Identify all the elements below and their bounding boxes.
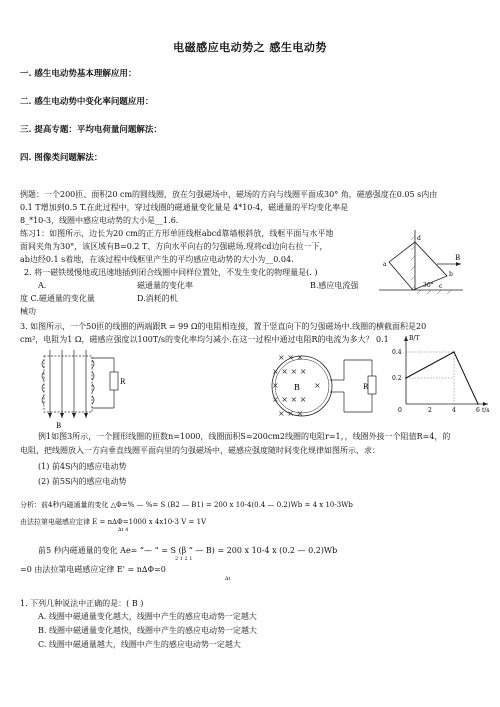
x-tick-label: 0 <box>398 407 402 414</box>
svg-text:B: B <box>294 383 300 392</box>
svg-text:R: R <box>120 378 126 386</box>
example2-line-2: 电阻，把线圈放入一方向垂直线圈平面向里的匀强磁场中，磁感应强度随时间变化规律如图所示，求： <box>20 446 380 455</box>
svg-text:R: R <box>363 383 369 391</box>
svg-text:d: d <box>417 235 421 242</box>
example-line-3: 8_*10-3，线圈中感应电动势的大小是__1.6. <box>20 216 179 225</box>
example-line-2: 0.1 T增加到0.5 T.在此过程中，穿过线圈的磁通量变化量是 4*10-4，磁通量的平均变化率是 <box>20 203 349 212</box>
b-t-graph <box>388 326 492 420</box>
page-title: 电磁感应电动势之 感生电动势 <box>173 41 327 54</box>
y-axis-arrow <box>404 336 408 341</box>
practice2-option-a: A. <box>38 281 47 290</box>
incline-frame-figure <box>377 228 465 294</box>
ring-coil-figure <box>268 346 380 426</box>
data-point <box>477 403 479 405</box>
practice2-option-b: B.感应电流强 <box>310 281 359 290</box>
svg-text:× × ×: × × × <box>278 353 304 362</box>
svg-text:b: b <box>449 271 453 278</box>
practice3-line-1: 3. 如图所示，一个50匝的线圈的两端跟R = 99 Ω的电阻相连接，置于竖直向下的匀强磁场中.线圈的横截面积是20 <box>20 322 427 331</box>
x-axis-label: t/s <box>482 407 490 414</box>
analysis-line-4-sub: ∆t <box>225 576 231 582</box>
x-tick-label: 2 <box>428 407 432 414</box>
practice2-option-c: 度 C.磁通量的变化量 <box>20 294 95 303</box>
svg-text:B: B <box>56 422 62 430</box>
analysis-line-2: 由法拉第电磁感应定律 E = n∆Φ=1000 x 4x10-3 V = 1V <box>20 518 207 526</box>
practice2-option-d: D.消耗的机 <box>137 294 178 303</box>
data-point <box>405 377 407 379</box>
y-tick-label: 0.4 <box>392 349 402 356</box>
y-axis-label: B/T <box>409 335 420 342</box>
svg-text:a: a <box>383 261 387 268</box>
mcq-stem: 1. 下列几种说法中正确的是：( B ) <box>20 599 144 608</box>
section-heading-2: 二. 感生电动势中变化率问题应用： <box>20 97 154 107</box>
example2-line-1: 例1如图3所示，一个圆形线圈的匝数n=1000，线圈面积S=200cm2线圈的电阻r=1，，线圈外接一个阻值R=4，的 <box>38 432 451 441</box>
y-tick-label: 0.2 <box>392 375 402 382</box>
svg-text:c: c <box>439 283 443 290</box>
analysis-line-4: =0 由法拉第电磁感应定律 E' = n∆Φ=0 <box>20 565 166 574</box>
b-t-graph-svg <box>388 326 492 420</box>
practice2-line-1: 2. 将一磁铁缓慢地或迅速地插到闭合线圈中同样位置处，不发生变化的物理量是(. ) <box>24 268 318 277</box>
x-tick-label: 6 <box>476 407 480 414</box>
mcq-option-a: A. 线圈中磁通量变化越大，线圈中产生的感应电动势一定越大 <box>38 612 257 621</box>
svg-text:30°: 30° <box>423 282 434 289</box>
svg-text:×: × <box>314 381 321 390</box>
mcq-option-b: B. 线圈中磁通量变化越快，线圈中产生的感应电动势一定越大 <box>38 626 257 635</box>
section-heading-4: 四. 图像类问题解法： <box>20 153 103 163</box>
data-point <box>453 351 455 353</box>
x-tick-label: 4 <box>452 407 456 414</box>
svg-text:× × × ×: × × × × <box>272 367 307 376</box>
section-heading-3: 三. 提高专题：平均电荷量问题解法： <box>20 125 162 135</box>
example-line-1: 例题：一个200匝、面积20 cm的圆线圈，放在匀强磁场中，磁场的方向与线圈平面成30° 角，磁感强度在0.05 s内由 <box>20 190 438 199</box>
analysis-line-1: 分析：前4秒内磁通量的变化 △Φ=% — %= S (B2 — B1) = 200 x 10-4(0.4 — 0.2)Wb = 4 x 10-3Wb <box>20 501 353 509</box>
practice3-line-2: cm²，电阻为1 Ω，磁感应强度以100T/s的变化率均匀减小.在这一过程中通过电阻R的电流为多大？ 0.1 <box>20 335 389 344</box>
practice2-option-a-text: 磁通量的变化率 <box>137 281 193 290</box>
wedge-label-b-field: B <box>455 254 461 262</box>
mcq-option-c: C. 线圈中磁通量越大，线圈中产生的感应电动势一定越大 <box>38 640 241 649</box>
analysis-line-3-sub: 2 1 2 1 <box>175 556 193 562</box>
svg-text:× × × ×: × × × × <box>272 395 307 404</box>
example2-question-1: (1) 前4S内的感应电动势 <box>38 462 127 471</box>
solenoid-coil-figure <box>36 346 128 430</box>
svg-text:×: × <box>272 381 279 390</box>
practice1-line-1: 练习1：如图所示，边长为20 cm的正方形单匝线框abcd靠墙根斜放，线框平面与水平地 <box>20 229 334 238</box>
example2-question-2: (2) 前5S内的感应电动势 <box>38 477 127 486</box>
analysis-line-2-sub: ∆t 4 <box>118 527 129 533</box>
practice1-line-3: ab边经0.1 s着地，在该过程中线框里产生的平均感应电动势的大小为__0.04. <box>20 255 294 264</box>
svg-text:× × ×: × × × <box>278 409 304 418</box>
x-axis-arrow <box>483 402 488 406</box>
practice1-line-2: 面间夹角为30°，该区域有B=0.2 T、方向水平向右的匀强磁场.现将cd边向右拉一下， <box>20 242 328 251</box>
practice2-line-3: 械功 <box>20 307 36 316</box>
section-heading-1: 一. 感生电动势基本理解应用： <box>20 69 137 79</box>
analysis-line-3: 前5 秒内磁通量的变化 Ae= “— “ = S (β “ — B) = 200 x 10-4 x (0.2 — 0.2)Wb <box>38 546 338 555</box>
